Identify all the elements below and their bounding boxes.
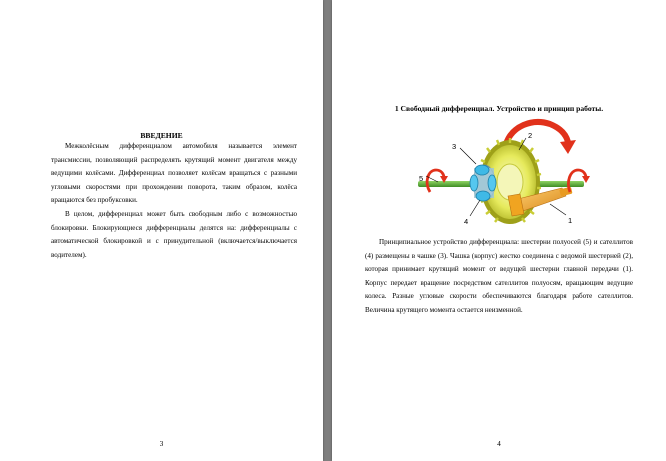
label-5: 5 [419,174,424,183]
leader-line-1 [550,204,566,215]
intro-paragraph-1: Межколёсным дифференциалом автомобиля называется элемент трансмиссии, позволяющий распределять крутящий момент двигателя между ведущими колёсами. Дифференциал позволяет колёсам вращаться с разными угловыми скоростями при прохождении поворота, таким образом, колёса вращаются без пробуксовки. [51,142,297,205]
label-1: 1 [568,216,573,225]
page-number: 3 [159,439,164,448]
section-heading: 1 Свободный дифференциал. Устройство и принцип работы. [394,104,604,113]
page-3 [0,0,323,461]
page-number: 4 [497,439,501,448]
label-4: 4 [464,217,469,226]
intro-paragraph-2: В целом, дифференциал может быть свободным либо с возможностью блокировки. Блокирующиеся дифференциалы делятся на: дифференциалы с автоматической блокировкой и с принудительной (включается/выключается водителем). [51,209,297,259]
intro-heading: ВВЕДЕНИЕ [140,131,183,140]
page-4 [332,0,666,461]
principle-paragraph: Принципиальное устройство дифференциала: шестерни полуосей (5) и сателлитов (4) размещены в чашке (3). Чашка (корпус) жестко соединена с ведомой шестерней (2), которая принимает крутящий момент от ведущей шестерни главной передачи (1). Корпус передает вращение посредством сателлитов полуосям, вращающим ведущие колеса. Разные угловые скорости обеспечиваются благодаря работе сателлитов. Величина крутящего момента остается неизменной. [365,238,633,314]
intro-body [51,140,297,262]
principle-body [365,236,633,318]
label-2: 2 [528,131,533,140]
leader-line-3 [460,148,476,164]
label-3: 3 [452,142,457,151]
differential-figure [410,112,595,232]
leader-line-4 [470,200,480,216]
ring-arrow-head [560,140,576,154]
